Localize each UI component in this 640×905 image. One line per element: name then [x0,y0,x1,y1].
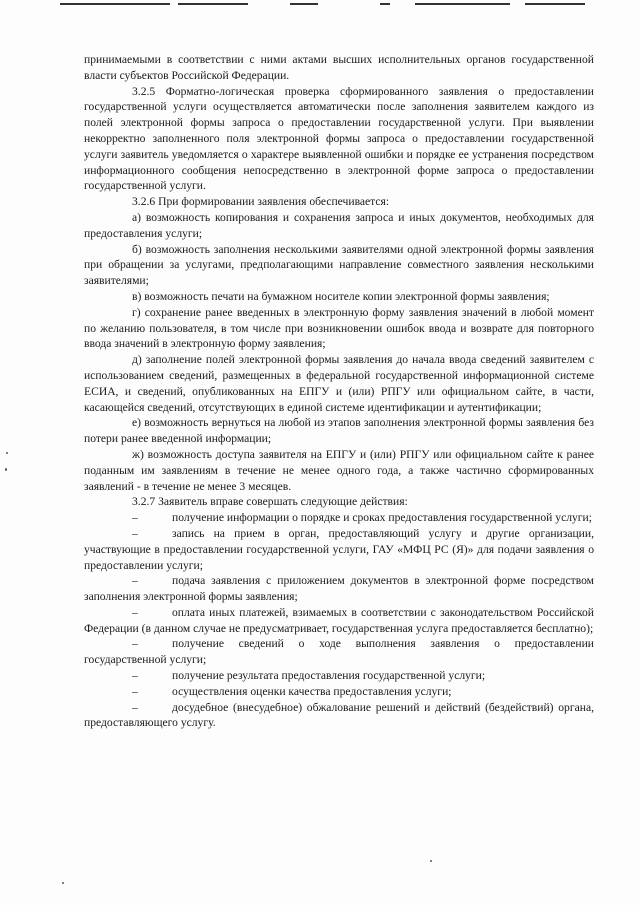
scan-artifact-top-4 [380,3,390,5]
list-item [84,526,594,573]
list-item [84,684,594,700]
paragraph-text: е) возможность вернуться на любой из этапов заполнения электронной формы заявления без потери ранее введенной информации; [84,416,594,446]
paragraph [84,447,594,494]
scan-speck [62,882,64,884]
paragraph-text: 3.2.5 Форматно-логическая проверка сформированного заявления о предоставлении государственной услуги осуществляется автоматически после заполнения заявителем каждого из полей электронной формы запроса о предоставлении государственной услуги. При выявлении некорректно заполненного поля электронной формы запроса о предоставлении государственной услуги заявитель уведомляется о характере выявленной ошибки и порядке ее устранения посредством информационного сообщения непосредственно в электронной форме запроса о предоставлении государственной услуги. [84,84,594,193]
dash-bullet: – [132,574,138,588]
paragraph-continuation [84,52,594,84]
list-item [84,636,594,668]
paragraph [84,352,594,415]
scan-speck [5,468,7,471]
paragraph-text: получение сведений о ходе выполнения заявления о предоставлении государственной услуги; [84,637,594,667]
list-item [84,700,594,732]
paragraph [84,305,594,352]
paragraph-text: получение результата предоставления государственной услуги; [172,669,486,683]
paragraph-text: ж) возможность доступа заявителя на ЕПГУ и (или) РПГУ или официальном сайте к ранее поданным им заявлениям в течение не менее одного года, а также частично сформированных заявлений - в течение не менее 3 месяцев. [84,447,594,493]
scan-speck [6,452,8,454]
scan-artifact-top-2 [178,3,248,5]
paragraph [84,289,594,305]
paragraph-text: получение информации о порядке и сроках предоставления государственной услуги; [172,511,592,525]
scan-artifact-top-5 [415,3,510,5]
paragraph-text: принимаемыми в соответствии с ними актами высших исполнительных органов государственной власти субъектов Российской Федерации. [84,53,594,82]
paragraph-text: 3.2.6 При формировании заявления обеспечивается: [132,195,390,209]
paragraph-text: д) заполнение полей электронной формы заявления до начала ввода сведений заявителем с использованием сведений, размещенных в федеральной государственной информационной системе ЕСИА, и сведений, опубликованных на ЕПГУ и (или) РПГУ или официальном сайте, в части, касающейся сведений, отсутствующих в единой системе идентификации и аутентификации; [84,353,594,414]
paragraph-text: г) сохранение ранее введенных в электронную форму заявления значений в любой момент по желанию пользователя, в том числе при возникновении ошибок ввода и возврате для повторного ввода значений в электронную форму заявления; [84,305,594,351]
paragraph [84,494,594,510]
paragraph-text: оплата иных платежей, взимаемых в соответствии с законодательством Российской Федерации (в данном случае не предусматривает, государственная услуга предоставляется бесплатно); [84,605,594,635]
paragraph-text: в) возможность печати на бумажном носителе копии электронной формы заявления; [132,289,550,303]
paragraph [84,210,594,242]
paragraph-text: а) возможность копирования и сохранения запроса и иных документов, необходимых для предоставления услуги; [84,210,594,240]
paragraph-text: досудебное (внесудебное) обжалование решений и действий (бездействий) органа, предоставляющего услугу. [84,700,594,730]
scan-artifact-top-3 [290,3,318,5]
paragraph-text: 3.2.7 Заявитель вправе совершать следующие действия: [132,495,408,509]
list-item [84,605,594,637]
list-item [84,510,594,526]
paragraph-text: б) возможность заполнения несколькими заявителями одной электронной формы заявления при обращении за услугами, предполагающими направление совместного заявления несколькими заявителями; [84,242,594,288]
scan-speck [430,860,432,862]
dash-bullet: – [132,684,138,698]
list-item [84,573,594,605]
dash-bullet: – [132,511,138,525]
dash-bullet: – [132,700,138,714]
paragraph-text: подача заявления с приложением документов в электронной форме посредством заполнения электронной формы заявления; [84,574,594,604]
list-item [84,668,594,684]
scan-artifact-top-1 [60,3,170,5]
dash-bullet: – [132,669,138,683]
dash-bullet: – [132,526,138,540]
scan-artifact-top-6 [525,3,585,5]
paragraph [84,415,594,447]
document-body [84,52,594,731]
paragraph [84,242,594,289]
paragraph [84,194,594,210]
dash-bullet: – [132,605,138,619]
dash-bullet: – [132,637,138,651]
paragraph-text: запись на прием в орган, предоставляющий услугу и другие организации, участвующие в предоставлении государственной услуги, ГАУ «МФЦ РС (Я)» для подачи заявления о предоставлении услуги; [84,526,594,572]
paragraph [84,84,594,195]
paragraph-text: осуществления оценки качества предоставления услуги; [172,684,452,698]
